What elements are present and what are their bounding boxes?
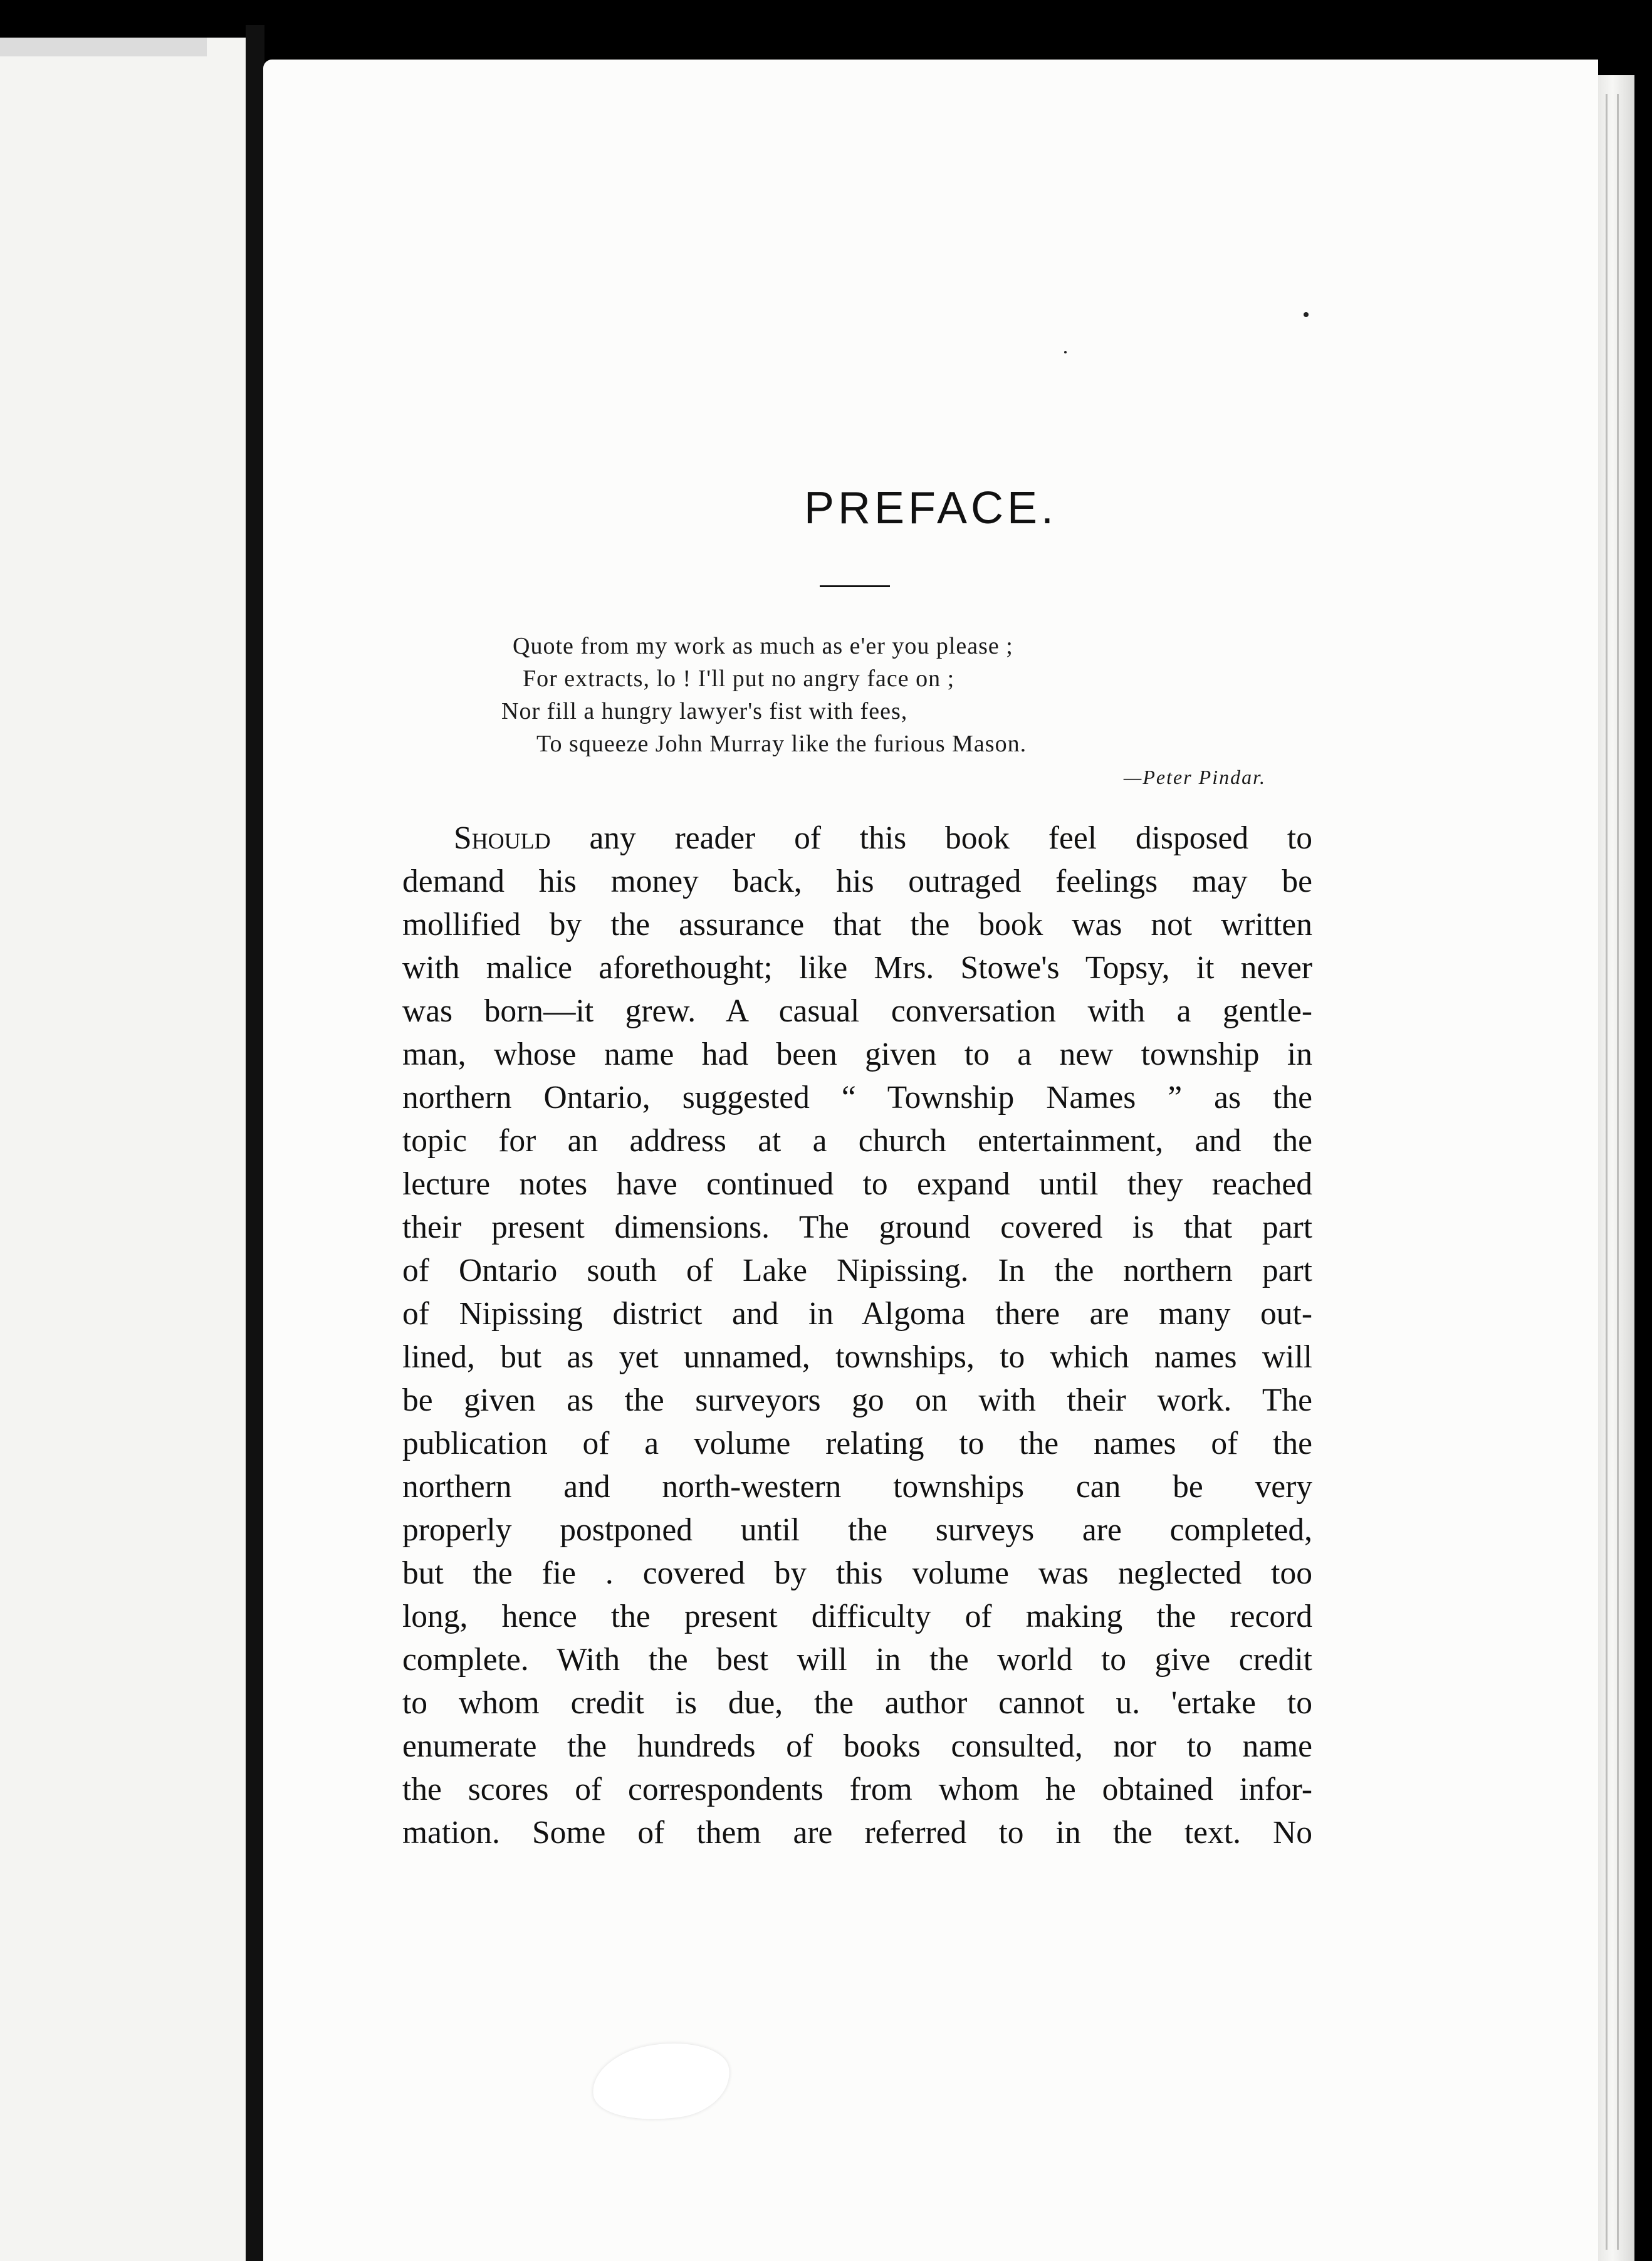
body-line-text: any reader of this book feel disposed to <box>550 820 1312 856</box>
body-line: topic for an address at a church entertainment, and the <box>402 1123 1312 1159</box>
epigraph-line: To squeeze John Murray like the furious Mason. <box>536 731 1027 757</box>
body-line: mollified by the assurance that the book was not written <box>402 907 1312 943</box>
drop-word: Should <box>454 820 551 856</box>
body-line: man, whose name had been given to a new township in <box>402 1037 1312 1072</box>
left-page <box>0 38 249 2261</box>
left-page-top-edge <box>0 38 207 56</box>
body-line: be given as the surveyors go on with their work. The <box>402 1382 1312 1418</box>
body-line: lined, but as yet unnamed, townships, to which names will <box>402 1339 1312 1375</box>
body-line: mation. Some of them are referred to in the text. No <box>402 1815 1312 1851</box>
body-line: of Nipissing district and in Algoma there are many out- <box>402 1296 1312 1332</box>
preface-body <box>402 817 1312 1854</box>
epigraph-line: Quote from my work as much as e'er you please ; <box>513 633 1013 659</box>
title-divider <box>820 585 890 587</box>
body-line: with malice aforethought; like Mrs. Stowe's Topsy, it never <box>402 950 1312 986</box>
body-line: properly postponed until the surveys are completed, <box>402 1512 1312 1548</box>
body-line: demand his money back, his outraged feelings may be <box>402 864 1312 899</box>
body-line: the scores of correspondents from whom he obtained infor- <box>402 1772 1312 1807</box>
body-line: but the fie . covered by this volume was neglected too <box>402 1555 1312 1591</box>
epigraph <box>501 630 1278 760</box>
page-title: PREFACE. <box>803 483 1058 533</box>
body-line: to whom credit is due, the author cannot u. 'ertake to <box>402 1685 1312 1721</box>
body-line: was born—it grew. A casual conversation with a gentle- <box>402 993 1312 1029</box>
body-line: their present dimensions. The ground covered is that part <box>402 1209 1312 1245</box>
ink-speck <box>1064 351 1067 353</box>
ink-speck <box>1304 312 1309 317</box>
page-edge-line <box>1617 94 1619 2250</box>
body-line: long, hence the present difficulty of making the record <box>402 1599 1312 1634</box>
page-edge-stack <box>1598 75 1634 2261</box>
body-line <box>402 817 1312 860</box>
book-gutter <box>246 25 264 2261</box>
epigraph-line: Nor fill a hungry lawyer's fist with fees, <box>501 698 908 724</box>
epigraph-line: For extracts, lo ! I'll put no angry face on ; <box>523 666 955 692</box>
body-line: publication of a volume relating to the names of the <box>402 1426 1312 1461</box>
body-line: northern and north-western townships can be very <box>402 1469 1312 1505</box>
body-line: enumerate the hundreds of books consulted, nor to name <box>402 1728 1312 1764</box>
body-line: lecture notes have continued to expand until they reached <box>402 1166 1312 1202</box>
body-line: of Ontario south of Lake Nipissing. In the northern part <box>402 1253 1312 1288</box>
body-line: northern Ontario, suggested “ Township Names ” as the <box>402 1080 1312 1115</box>
epigraph-attribution: —Peter Pindar. <box>1123 766 1266 788</box>
body-line: complete. With the best will in the world to give credit <box>402 1642 1312 1678</box>
page-edge-line <box>1606 94 1608 2250</box>
